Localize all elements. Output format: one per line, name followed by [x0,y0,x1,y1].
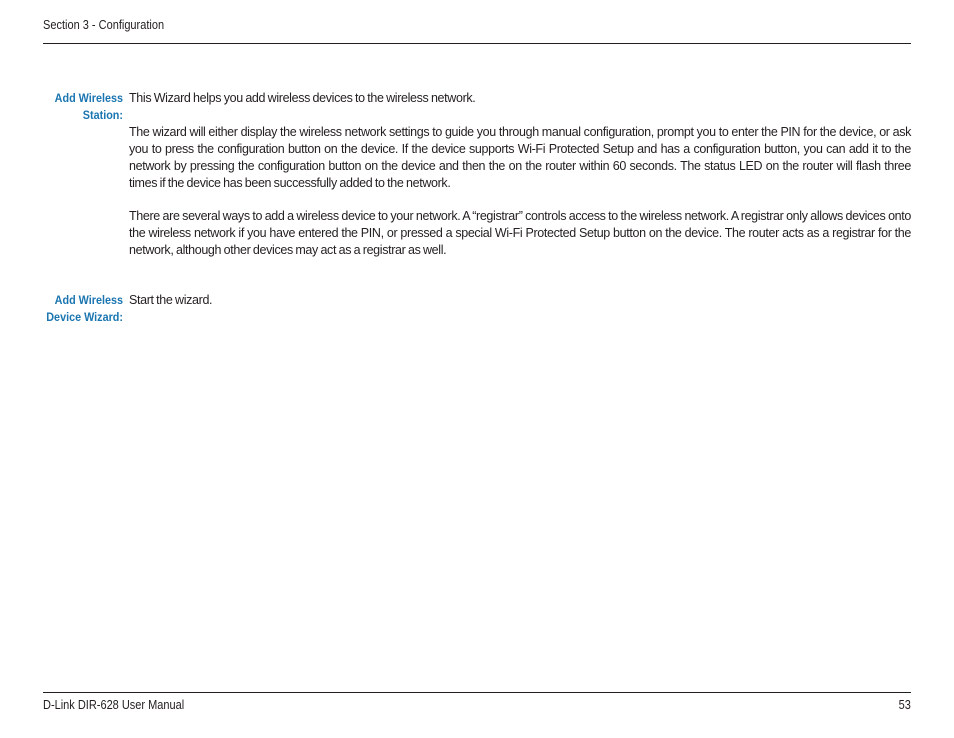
manual-title: D-Link DIR-628 User Manual [43,698,185,712]
term-label-line2: Station: [82,108,123,122]
footer-rule [43,692,911,693]
description-paragraph: The wizard will either display the wireless network settings to guide you through manual configuration, prompt you to enter the PIN for the device, or ask you to press the configuration button on the device. If the device supports Wi-Fi Protected Setup and has a configuration button, you can add it to the network by pressing the configuration button on the device and then the on the router within 60 seconds. The status LED on the router will flash three times if the device has been successfully added to the network. [129,124,911,190]
term-label [13,292,123,326]
header-rule [43,43,911,44]
description-paragraph: This Wizard helps you add wireless devices to the wireless network. [129,91,476,105]
description-paragraph: There are several ways to add a wireless device to your network. A “registrar” controls access to the wireless network. A registrar only allows devices onto the wireless network if you have entered the PIN, or pressed a special Wi-Fi Protected Setup button on the device. The router acts as a registrar for the network, although other devices may act as a registrar as well. [129,209,911,257]
description-paragraph: Start the wizard. [129,293,213,307]
term-label-line1: Add Wireless [54,91,123,105]
page-number: 53 [898,698,911,712]
entry-description [129,90,911,276]
entry-description [129,292,911,326]
term-label-line1: Add Wireless [54,293,123,307]
term-label [13,90,123,124]
section-header: Section 3 - Configuration [43,18,165,32]
term-label-line2: Device Wizard: [46,310,123,324]
